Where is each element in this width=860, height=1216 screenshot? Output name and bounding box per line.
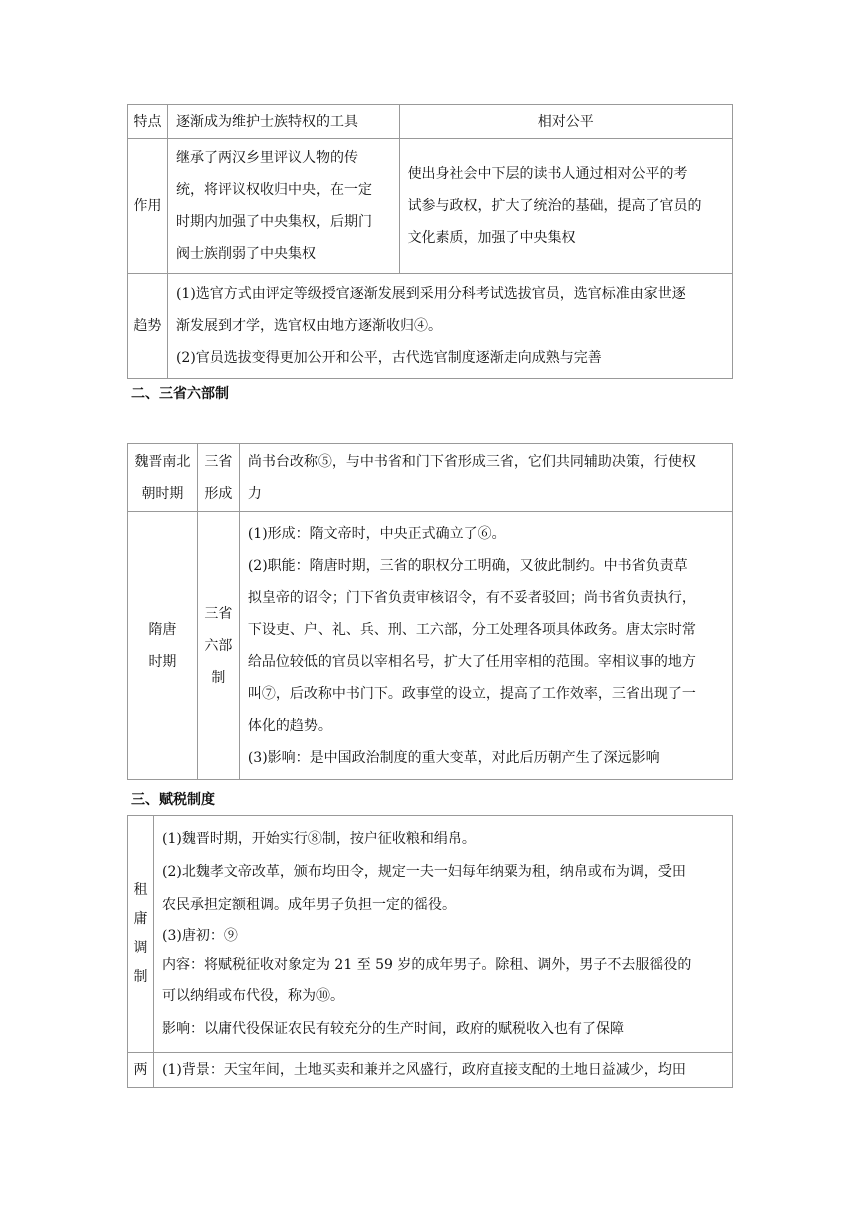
text-line: 形成	[204, 485, 233, 502]
text-line: 试参与政权，扩大了统治的基础，提高了官员的	[407, 198, 702, 214]
text-line: (2)官员选拔变得更加公开和公平，古代选官制度逐渐走向成熟与完善	[175, 350, 602, 366]
three-departments-table	[127, 443, 733, 780]
formation-content-cell	[239, 444, 732, 512]
text-line: 时期	[148, 653, 177, 670]
trend-cell	[167, 274, 732, 379]
table-row	[128, 1053, 733, 1088]
text-line: 力	[247, 485, 262, 502]
text-line: 尚书台改称⑤，与中书省和门下省形成三省，它们共同辅助决策，行使权	[247, 453, 696, 470]
table-row	[128, 139, 733, 274]
text-line: (2)职能：隋唐时期，三省的职权分工明确，又彼此制约。中书省负责草	[247, 557, 688, 574]
text-line: 制	[133, 969, 148, 985]
section-heading-three-departments: 二、三省六部制	[131, 386, 229, 402]
selection-system-table	[127, 104, 733, 379]
row-label-features: 特点	[128, 105, 168, 139]
text-line: 六部	[204, 637, 233, 654]
table-row	[128, 512, 733, 780]
sub-label-formation	[197, 444, 239, 512]
text-line: 制	[211, 669, 226, 686]
text-line: (1)选官方式由评定等级授官逐渐发展到采用分科考试选拔官员，选官标准由家世逐	[175, 286, 686, 302]
text-line: 文化素质，加强了中央集权	[407, 230, 576, 246]
features-left-cell: 逐渐成为维护士族特权的工具	[167, 105, 399, 139]
text-line: 使出身社会中下层的读书人通过相对公平的考	[407, 166, 688, 182]
text-line: 体化的趋势。	[247, 717, 332, 734]
text-line: (1)魏晋时期，开始实行⑧制，按户征收粮和绢帛。	[161, 830, 476, 847]
liangshui-content-cell: (1)背景：天宝年间，土地买卖和兼并之风盛行，政府直接支配的土地日益减少，均田	[153, 1053, 732, 1088]
text-line: (3)影响：是中国政治制度的重大变革，对此后历朝产生了深远影响	[247, 749, 660, 766]
text-line: (2)北魏孝文帝改革，颁布均田令，规定一夫一妇每年纳粟为租，纳帛或布为调，受田	[161, 863, 686, 880]
label-liangshui: 两	[128, 1053, 154, 1088]
taxation-table	[127, 815, 733, 1088]
text-line: 影响：以庸代役保证农民有较充分的生产时间，政府的赋税收入也有了保障	[161, 1020, 624, 1037]
text-line: (3)唐初：⑨	[161, 927, 238, 944]
table-row	[128, 444, 733, 512]
period-label-suitang	[128, 512, 198, 780]
system-content-cell	[239, 512, 732, 780]
text-line: 给品位较低的官员以宰相名号，扩大了任用宰相的范围。宰相议事的地方	[247, 653, 696, 670]
text-line: 农民承担定额租调。成年男子负担一定的徭役。	[161, 896, 456, 913]
text-line: 庸	[133, 911, 148, 927]
text-line: 朝时期	[141, 485, 184, 502]
text-line: 可以纳绢或布代役，称为⑩。	[161, 987, 344, 1004]
table-row	[128, 816, 733, 1053]
period-label-weijin	[128, 444, 198, 512]
text-line: 拟皇帝的诏令；门下省负责审核诏令，有不妥者驳回；尚书省负责执行，	[247, 589, 696, 606]
text-line: 隋唐	[148, 621, 177, 638]
function-right-cell	[399, 139, 732, 274]
text-line: 阀士族削弱了中央集权	[175, 246, 316, 262]
features-right-cell: 相对公平	[399, 105, 732, 139]
text-line: (1)形成：隋文帝时，中央正式确立了⑥。	[247, 525, 506, 542]
table-row	[128, 105, 733, 139]
function-left-cell	[167, 139, 399, 274]
text-line: 继承了两汉乡里评议人物的传	[175, 150, 358, 166]
text-line: 调	[133, 940, 148, 956]
section-heading-taxation: 三、赋税制度	[131, 792, 215, 808]
text-line: 时期内加强了中央集权，后期门	[175, 214, 372, 230]
text-line: 渐发展到才学，选官权由地方逐渐收归④。	[175, 318, 442, 334]
sub-label-system	[197, 512, 239, 780]
text-line: 魏晋南北	[134, 453, 191, 470]
text-line: 叫⑦，后改称中书门下。政事堂的设立，提高了工作效率，三省出现了一	[247, 685, 696, 702]
row-label-trend: 趋势	[128, 274, 168, 379]
row-label-function: 作用	[128, 139, 168, 274]
text-line: 下设吏、户、礼、兵、刑、工六部，分工处理各项具体政务。唐太宗时常	[247, 621, 696, 638]
text-line: 统，将评议权收归中央，在一定	[175, 182, 372, 198]
text-line: 内容：将赋税征收对象定为 21 至 59 岁的成年男子。除租、调外，男子不去服徭役的	[161, 956, 692, 973]
text-line: 租	[133, 882, 148, 898]
table-row	[128, 274, 733, 379]
label-zuyongdiao	[128, 816, 154, 1053]
zuyongdiao-content-cell	[153, 816, 732, 1053]
text-line: 三省	[204, 605, 233, 622]
text-line: 三省	[204, 453, 233, 470]
